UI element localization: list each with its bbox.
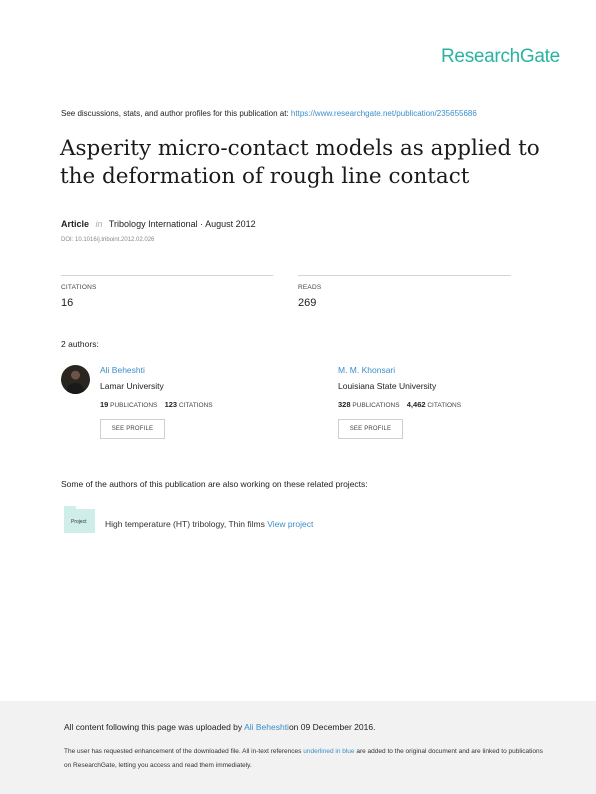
upload-prefix: All content following this page was uploaded by [64, 722, 243, 732]
publication-url-link[interactable]: https://www.researchgate.net/publication/235655686 [290, 109, 477, 118]
enhancement-suffix: are added to the original document and are linked to publications on ResearchGate, letting you access and read them immediately. [64, 748, 543, 769]
upload-notice [64, 722, 375, 732]
discussion-text: See discussions, stats, and author profiles for this publication at: [61, 109, 289, 118]
citations-label: CITATIONS [61, 284, 97, 291]
citations-value: 16 [61, 297, 74, 309]
folder-tab [64, 506, 76, 509]
author-name-1[interactable]: Ali Beheshti [100, 365, 145, 375]
author-institution-2: Louisiana State University [338, 381, 437, 391]
underlined-in-blue-link[interactable]: underlined in blue [303, 748, 355, 755]
enhancement-prefix: The user has requested enhancement of the downloaded file. All in-text references [64, 748, 302, 755]
publication-type: Article [61, 219, 90, 229]
author-institution-1: Lamar University [100, 381, 164, 391]
publication-title: Asperity micro-contact models as applied to the deformation of rough line contact [60, 136, 540, 189]
publication-venue: Tribology International · August 2012 [108, 219, 256, 229]
projects-heading: Some of the authors of this publication are also working on these related projects: [61, 479, 368, 489]
author-citations-count: 123 [164, 400, 178, 409]
see-profile-button-2[interactable]: SEE PROFILE [338, 419, 403, 439]
author-publications-count: 19 [100, 400, 109, 409]
publication-meta [61, 219, 256, 229]
reads-value: 269 [298, 297, 317, 309]
authors-heading: 2 authors: [61, 339, 99, 349]
reads-label: READS [298, 284, 322, 291]
author-publications-label: PUBLICATIONS [352, 402, 400, 409]
author-name-2[interactable]: M. M. Khonsari [338, 365, 396, 375]
author-avatar[interactable] [61, 365, 90, 394]
uploader-link[interactable]: Ali Beheshti [244, 722, 289, 732]
author-publications-count: 328 [338, 400, 351, 409]
discussion-line [61, 109, 477, 118]
project-line [105, 519, 313, 529]
publication-doi: DOI: 10.1016/j.triboint.2012.02.026 [61, 237, 155, 243]
author-publications-label: PUBLICATIONS [110, 402, 158, 409]
in-word: in [95, 219, 103, 229]
see-profile-button-1[interactable]: SEE PROFILE [100, 419, 165, 439]
project-icon-label: Project [71, 519, 87, 525]
author-stats-1 [100, 400, 213, 409]
author-stats-2 [338, 400, 461, 409]
view-project-link[interactable]: View project [267, 519, 314, 529]
enhancement-notice [64, 745, 544, 773]
author-citations-label: CITATIONS [178, 402, 213, 409]
researchgate-logo[interactable]: ResearchGate [441, 46, 560, 67]
author-citations-label: CITATIONS [427, 402, 462, 409]
project-folder-icon [64, 509, 95, 533]
project-title: High temperature (HT) tribology, Thin films [105, 519, 265, 529]
citations-divider [61, 275, 273, 276]
author-citations-count: 4,462 [406, 400, 426, 409]
reads-divider [298, 275, 511, 276]
upload-suffix: on 09 December 2016. [288, 722, 376, 732]
